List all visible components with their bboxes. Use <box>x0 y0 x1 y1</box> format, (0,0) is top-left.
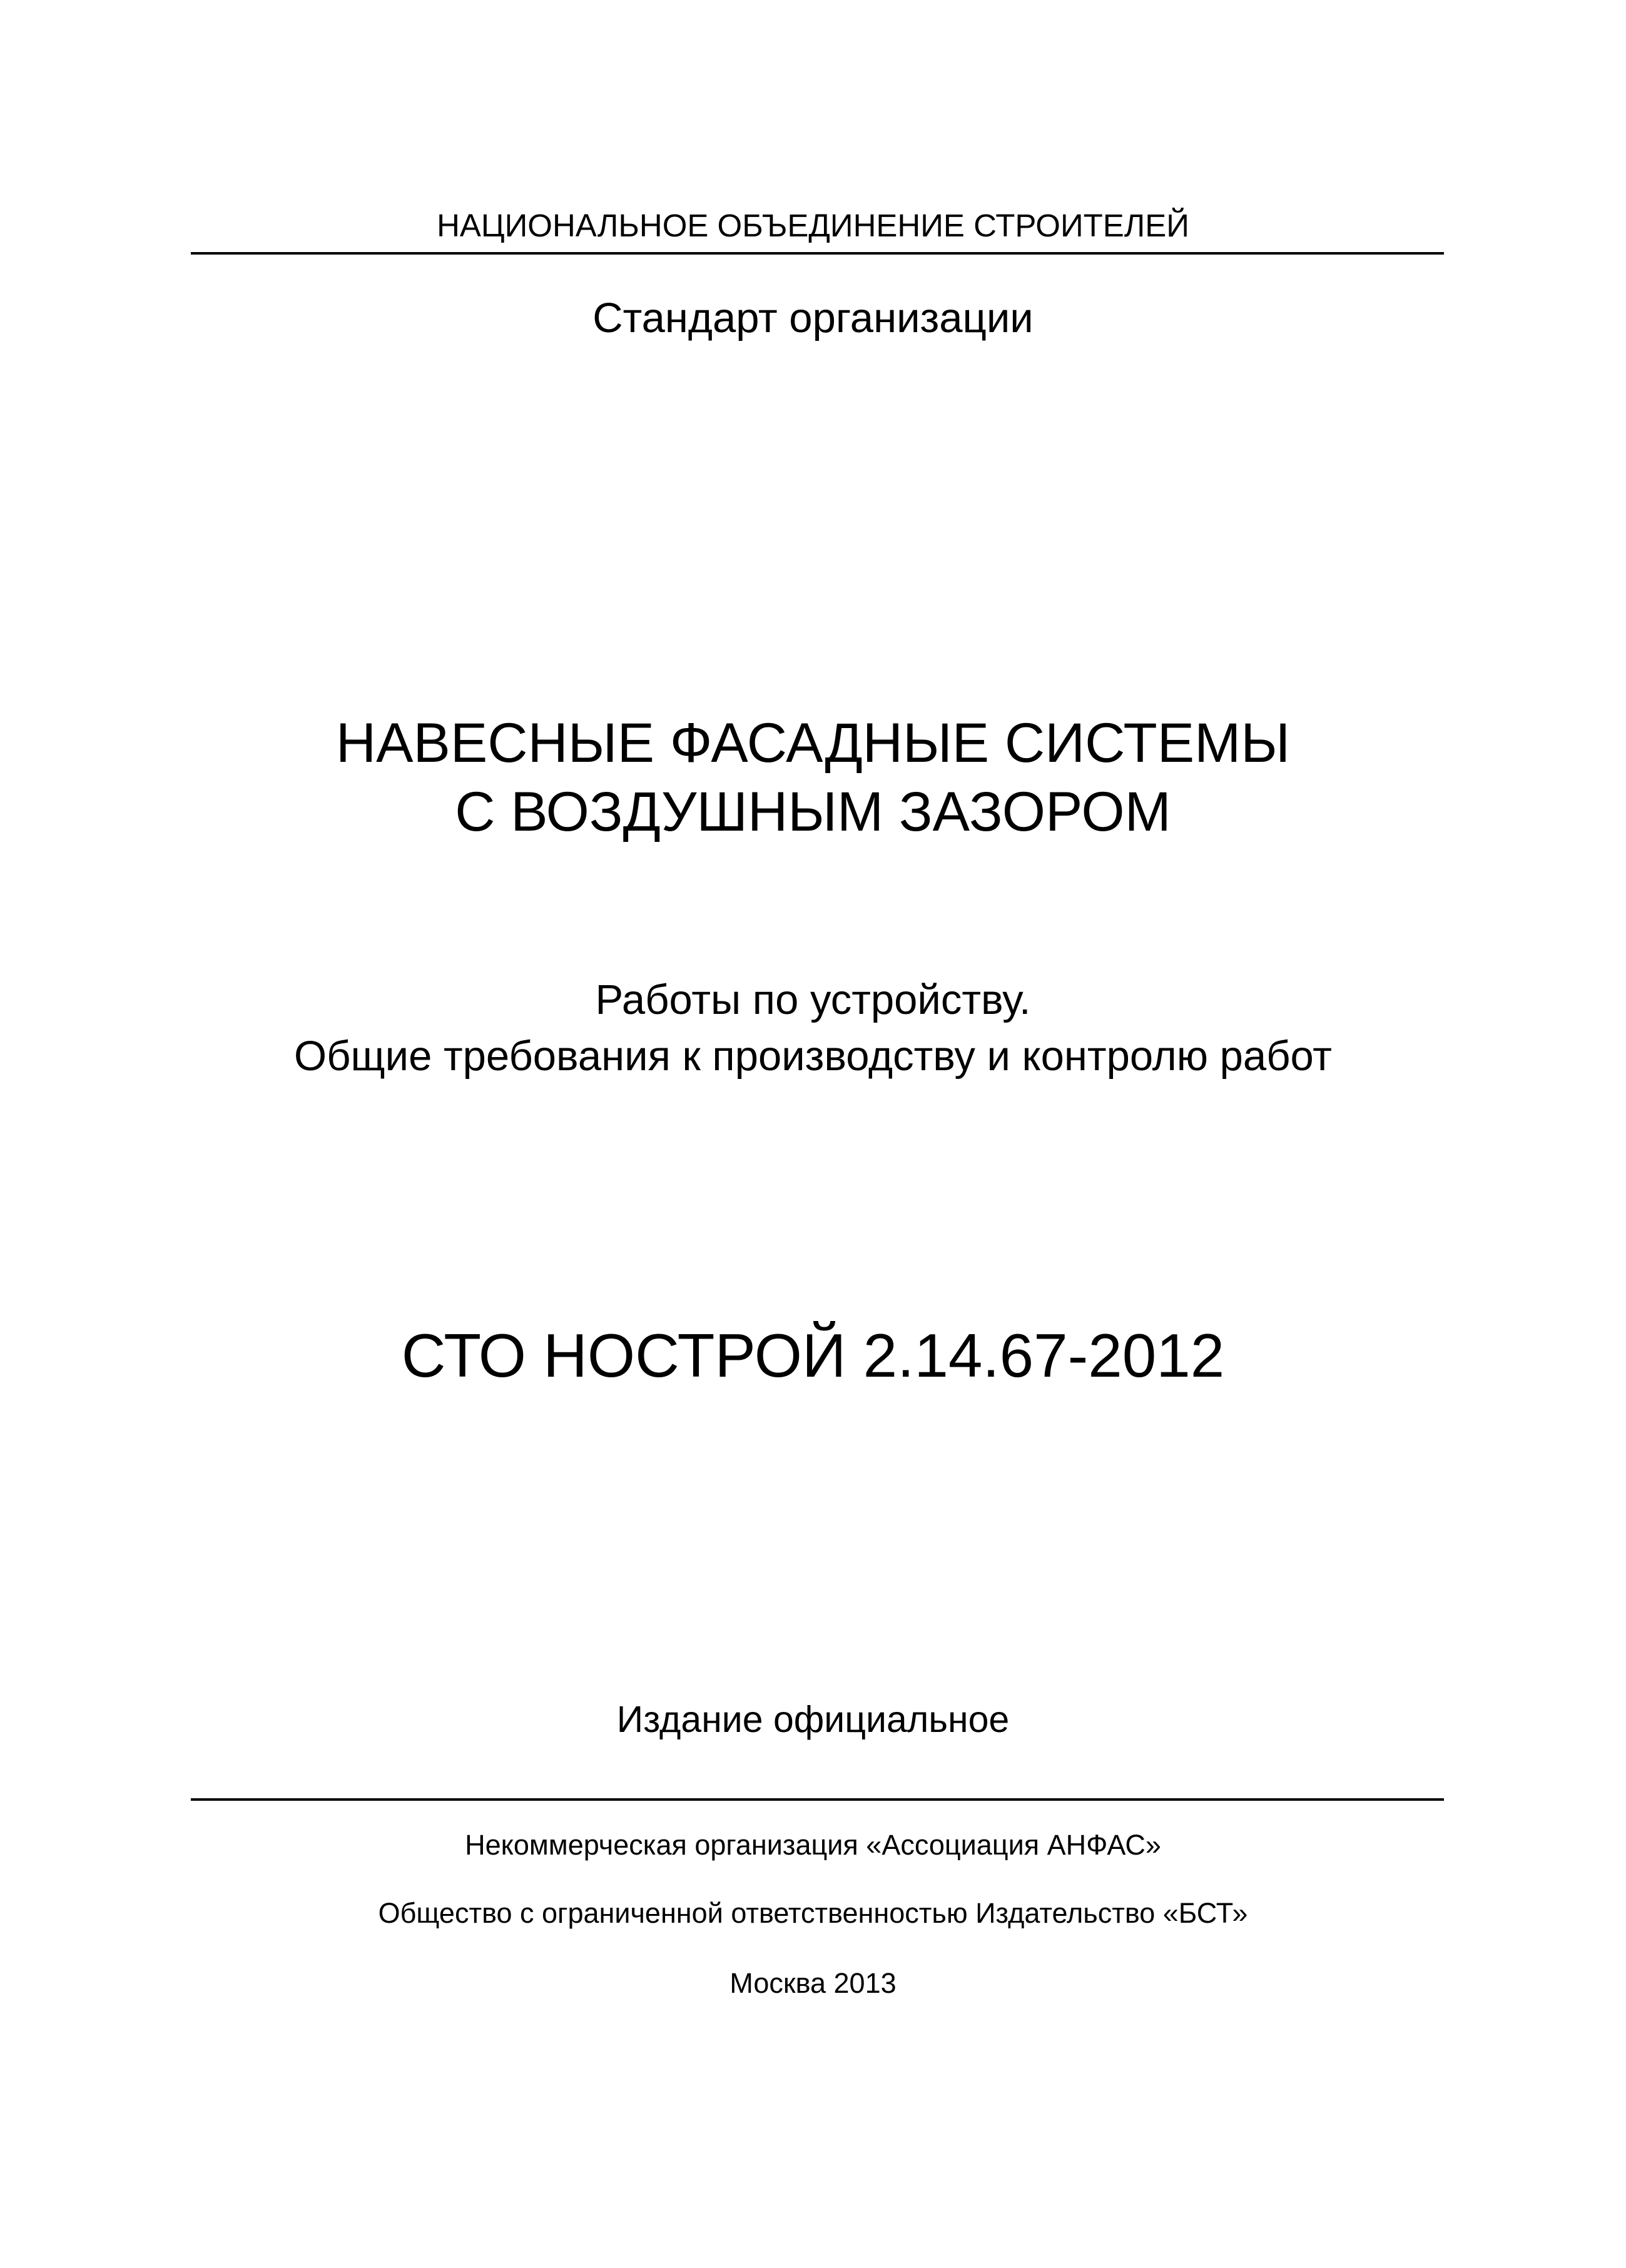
bottom-divider <box>191 1798 1444 1801</box>
document-subtitle-line-2: Общие требования к производству и контролю работ <box>294 1033 1332 1080</box>
standard-type: Стандарт организации <box>592 295 1034 342</box>
top-divider <box>191 252 1444 255</box>
document-subtitle-line-1: Работы по устройству. <box>595 976 1031 1023</box>
publisher-line-2: Общество с ограниченной ответственностью Издательство «БСТ» <box>378 1897 1248 1929</box>
document-title-line-1: НАВЕСНЫЕ ФАСАДНЫЕ СИСТЕМЫ <box>335 711 1291 774</box>
organization-header: НАЦИОНАЛЬНОЕ ОБЪЕДИНЕНИЕ СТРОИТЕЛЕЙ <box>437 208 1189 243</box>
standard-designation: СТО НОСТРОЙ 2.14.67-2012 <box>401 1321 1225 1390</box>
document-title-line-2: С ВОЗДУШНЫМ ЗАЗОРОМ <box>455 780 1171 843</box>
city-year: Москва 2013 <box>729 1967 897 1999</box>
edition-label: Издание официальное <box>616 1699 1010 1740</box>
publisher-line-1: Некоммерческая организация «Ассоциация АНФАС» <box>465 1829 1161 1861</box>
